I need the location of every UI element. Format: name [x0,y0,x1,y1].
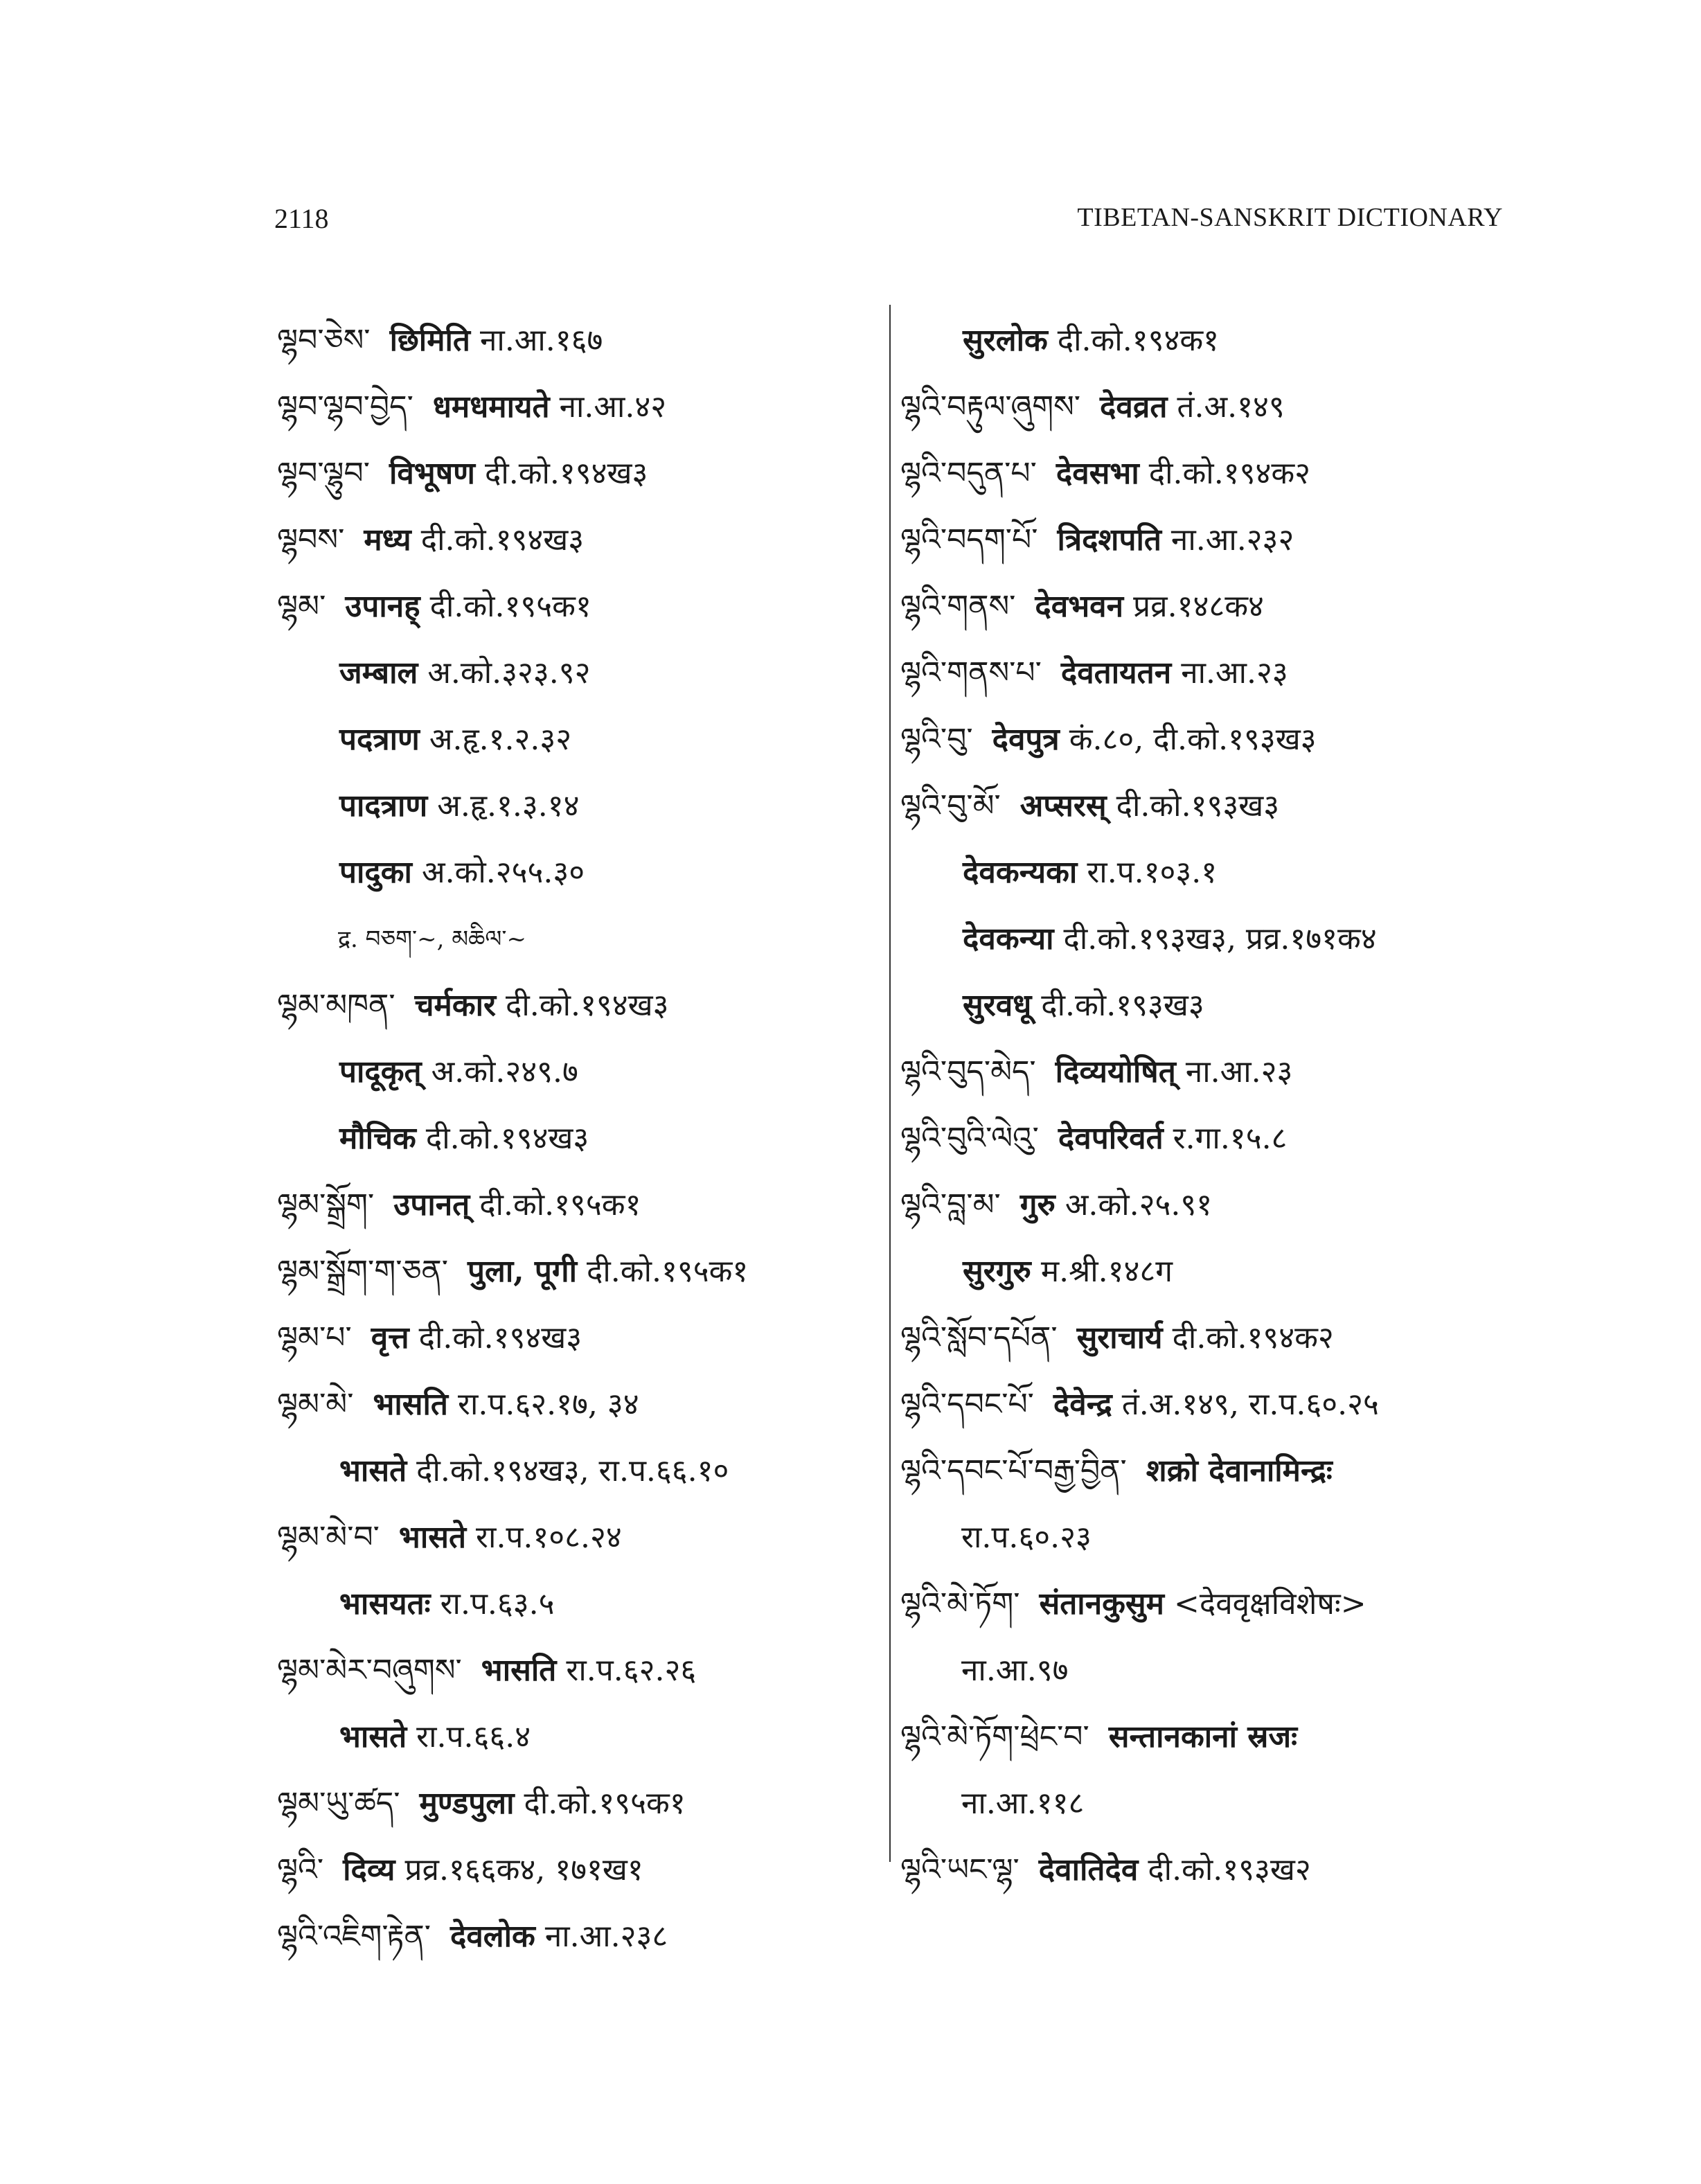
tibetan-headword: ལྷའི་དབང་པོ་བརྒྱ་བྱིན་ [900,1453,1127,1489]
source-reference: ना.आ.१६७ [480,323,603,358]
source-reference: अ.को.२४९.७ [431,1054,578,1090]
sanskrit-equivalent: सुरगुरु [963,1254,1031,1289]
dictionary-entry [900,973,1524,1039]
tibetan-headword: ལྷའི་བུ་ [900,722,973,757]
source-reference: ना.आ.९७ [961,1653,1069,1688]
tibetan-headword: ལྷམ་མེར་བཞུགས་ [277,1653,462,1688]
source-reference: दी.को.१९४क१ [1057,323,1219,358]
dictionary-entry [900,906,1524,973]
right-column [900,308,1524,1903]
sanskrit-equivalent: पादूकृत् [339,1054,422,1090]
tibetan-headword: ལྷའི་མེ་ཏོག་ཕྲེང་བ་ [900,1719,1089,1755]
dictionary-entry [900,1239,1524,1305]
sanskrit-equivalent: पुला, पूगी [467,1254,578,1289]
dictionary-entry [277,973,873,1039]
tibetan-headword: ལྷམ་ཡུ་ཚད་ [277,1786,400,1821]
dictionary-entry [277,1172,873,1239]
source-reference: दी.को.१९५क१ [524,1786,686,1821]
sanskrit-equivalent: मुण्डपुला [419,1786,515,1821]
dictionary-entry [900,1571,1524,1637]
tibetan-headword: ལྷའི་བུད་མེད་ [900,1054,1036,1090]
tibetan-headword: ལྷའི་ [277,1852,324,1888]
tibetan-headword: ལྷམ་པ་ [277,1320,352,1356]
source-reference: प्रव्र.१६६क४, १७१ख१ [404,1852,643,1888]
dictionary-entry [277,640,873,707]
sanskrit-equivalent: मौचिक [339,1121,416,1156]
sanskrit-equivalent: भासते [339,1453,407,1489]
tibetan-headword: ལྷམ་ [277,589,326,624]
source-reference: दी.को.१९३ख२ [1148,1852,1311,1888]
tibetan-headword: ལྷབ་ཅེས་ [277,323,371,358]
source-reference: ना.आ.२३८ [544,1919,668,1954]
source-reference: अ.हृ.१.२.३२ [429,722,572,757]
sanskrit-equivalent: अप्सरस् [1019,788,1107,824]
source-reference: तं.अ.१४९ [1177,389,1285,425]
sanskrit-equivalent: सुरलोक [963,323,1048,358]
sanskrit-equivalent: पादुका [339,855,412,890]
sanskrit-equivalent: देवलोक [449,1919,535,1954]
dictionary-entry [277,374,873,441]
source-reference: ना.आ.११८ [961,1786,1085,1821]
source-reference: दी.को.१९३ख३ [1041,988,1204,1023]
tibetan-headword: ལྷའི་བདག་པོ་ [900,522,1038,558]
sanskrit-equivalent: सन्तानकानां स्रजः [1108,1719,1297,1755]
source-reference: रा.प.६२.१७, ३४ [458,1387,639,1422]
dictionary-entry [277,773,873,840]
sanskrit-equivalent: जम्बाल [339,655,418,691]
dictionary-entry [900,1039,1524,1106]
tibetan-headword: ལྷའི་བརྟུལ་ཞུགས་ [900,389,1081,425]
source-reference: दी.को.१९३ख३ [1116,788,1280,824]
sanskrit-equivalent: चर्मकार [414,988,497,1023]
source-reference: दी.को.१९४ख३ [506,988,669,1023]
tibetan-headword: ལྷབ་ལྷུབ་ [277,456,370,491]
column-divider [889,305,891,1862]
sanskrit-equivalent: देवव्रत [1100,389,1168,425]
source-reference: ना.आ.२३ [1181,655,1288,691]
tibetan-headword: ལྷའི་བུའི་ལེའུ་ [900,1121,1039,1156]
sanskrit-equivalent: भासते [339,1719,407,1755]
dictionary-entry [900,1637,1524,1704]
source-reference: रा.प.१०८.२४ [476,1520,622,1555]
sanskrit-equivalent: दिव्ययोषित् [1055,1054,1176,1090]
sanskrit-equivalent: देवेन्द्र [1053,1387,1112,1422]
sanskrit-equivalent: त्रिदशपति [1057,522,1161,558]
dictionary-entry [277,1637,873,1704]
sanskrit-equivalent: पदत्राण [339,722,420,757]
dictionary-entry [900,308,1524,374]
dictionary-entry [277,1837,873,1903]
dictionary-entry [900,1371,1524,1438]
sanskrit-equivalent: भासति [481,1653,557,1688]
tibetan-headword: ལྷམ་སྒྲོག་ག་ཅན་ [277,1254,449,1289]
sanskrit-equivalent: देवपुत्र [992,722,1060,757]
sanskrit-equivalent: मध्य [364,522,411,558]
dictionary-entry [900,1837,1524,1903]
source-reference: दी.को.१९४ख३, रा.प.६६.१० [416,1453,729,1489]
dictionary-entry [900,507,1524,574]
tibetan-headword: ལྷའི་བུ་མོ་ [900,788,1001,824]
dictionary-entry [277,507,873,574]
dictionary-entry [277,1704,873,1770]
source-reference: कं.८०, दी.को.१९३ख३ [1069,722,1317,757]
tibetan-headword: ལྷམ་སྒྲོག་ [277,1187,375,1223]
dictionary-entry [277,707,873,773]
sanskrit-equivalent: संतानकुसुम [1039,1586,1164,1622]
source-reference: दी.को.१९४ख३ [425,1121,589,1156]
dictionary-entry [277,1106,873,1172]
sanskrit-equivalent: गुरु [1019,1187,1056,1223]
dictionary-entry [277,1371,873,1438]
source-reference: दी.को.१९४ख३ [418,1320,582,1356]
sanskrit-equivalent: देवकन्यका [963,855,1078,890]
source-reference: ना.आ.२३ [1185,1054,1293,1090]
sanskrit-equivalent: भासते [398,1520,467,1555]
tibetan-headword: ལྷའི་བླ་མ་ [900,1187,1001,1223]
tibetan-headword: ལྷའི་དབང་པོ་ [900,1387,1034,1422]
sanskrit-equivalent: देवसभा [1056,456,1139,491]
sanskrit-equivalent: शक्रो देवानामिन्द्रः [1146,1453,1333,1489]
tibetan-headword: ལྷའི་གནས་པ་ [900,655,1042,691]
tibetan-headword: ལྷབས་ [277,522,345,558]
dictionary-entry [277,1438,873,1504]
dictionary-entry [900,1438,1524,1504]
tibetan-headword: ལྷབ་ལྷབ་བྱེད་ [277,389,413,425]
sanskrit-equivalent: देवतायतन [1060,655,1172,691]
dictionary-entry [277,1305,873,1371]
source-reference: दी.को.१९४ख३ [420,522,585,558]
page-number: 2118 [274,203,329,234]
sanskrit-equivalent: भासयतः [339,1586,431,1622]
dictionary-entry [900,1172,1524,1239]
dictionary-entry [277,308,873,374]
sanskrit-equivalent: छिमिति [389,323,470,358]
sanskrit-equivalent: देवकन्या [963,921,1054,957]
sanskrit-equivalent: उपानत् [393,1187,470,1223]
dictionary-entry [277,1571,873,1637]
dictionary-entry [900,773,1524,840]
dictionary-entry [277,906,873,973]
dictionary-entry [277,1504,873,1571]
sanskrit-equivalent: दिव्य [343,1852,395,1888]
sanskrit-equivalent: विभूषण [389,456,475,491]
source-reference: द्र. བཅག་~, མཆིལ་~ [338,925,526,953]
dictionary-entry [900,640,1524,707]
dictionary-entry [900,707,1524,773]
source-reference: दी.को.१९४क२ [1148,456,1310,491]
source-reference: दी.को.१९४क२ [1172,1320,1334,1356]
dictionary-entry [900,574,1524,640]
source-reference: दी.को.१९४ख३ [484,456,648,491]
source-reference: तं.अ.१४९, रा.प.६०.२५ [1121,1387,1379,1422]
dictionary-entry [900,1504,1524,1571]
source-reference: ना.आ.४२ [559,389,667,425]
sanskrit-equivalent: सुरवधू [963,988,1032,1023]
tibetan-headword: ལྷའི་མེ་ཏོག་ [900,1586,1020,1622]
tibetan-headword: ལྷམ་མཁན་ [277,988,395,1023]
sanskrit-equivalent: उपानह् [345,589,420,624]
sanskrit-equivalent: भासति [373,1387,449,1422]
dictionary-entry [900,374,1524,441]
dictionary-entry [900,1770,1524,1837]
dictionary-entry [277,1039,873,1106]
source-reference: <देववृक्षविशेषः> [1173,1586,1366,1622]
tibetan-headword: ལྷའི་སློབ་དཔོན་ [900,1320,1058,1356]
sanskrit-equivalent: सुराचार्य [1076,1320,1163,1356]
sanskrit-equivalent: देवपरिवर्त [1058,1121,1164,1156]
source-reference: अ.हृ.१.३.१४ [437,788,580,824]
dictionary-entry [277,1239,873,1305]
source-reference: रा.प.६६.४ [416,1719,531,1755]
dictionary-entry [277,441,873,507]
source-reference: ना.आ.२३२ [1170,522,1294,558]
source-reference: रा.प.६२.२६ [566,1653,697,1688]
source-reference: दी.को.१९५क१ [587,1254,749,1289]
source-reference: अ.को.२५५.३० [421,855,585,890]
sanskrit-equivalent: वृत्त [371,1320,409,1356]
running-title: TIBETAN-SANSKRIT DICTIONARY [1077,203,1503,232]
tibetan-headword: ལྷའི་འཇིག་རྟེན་ [277,1919,431,1954]
sanskrit-equivalent: पादत्राण [339,788,428,824]
dictionary-entry [900,1305,1524,1371]
sanskrit-equivalent: देवातिदेव [1038,1852,1139,1888]
dictionary-entry [277,840,873,906]
tibetan-headword: ལྷམ་མེ་ [277,1387,354,1422]
source-reference: दी.को.१९५क१ [429,589,591,624]
dictionary-entry [277,1903,873,1970]
dictionary-entry [277,574,873,640]
left-column [277,308,873,1970]
source-reference: रा.प.१०३.१ [1087,855,1218,890]
tibetan-headword: ལྷའི་བདུན་པ་ [900,456,1037,491]
dictionary-entry [900,1106,1524,1172]
source-reference: रा.प.६३.५ [440,1586,555,1622]
sanskrit-equivalent: देवभवन [1035,589,1124,624]
dictionary-entry [900,1704,1524,1770]
source-reference: प्रव्र.१४८क४ [1133,589,1264,624]
dictionary-entry [277,1770,873,1837]
tibetan-headword: ལྷའི་ཡང་ལྷ་ [900,1852,1019,1888]
dictionary-entry [900,840,1524,906]
source-reference: अ.को.२५.९१ [1065,1187,1213,1223]
source-reference: रा.प.६०.२३ [961,1520,1092,1555]
tibetan-headword: ལྷམ་མེ་བ་ [277,1520,380,1555]
source-reference: दी.को.१९५क१ [479,1187,641,1223]
source-reference: म.श्री.१४८ग [1040,1254,1173,1289]
source-reference: अ.को.३२३.९२ [427,655,591,691]
dictionary-entry [900,441,1524,507]
sanskrit-equivalent: धमधमायते [432,389,550,425]
tibetan-headword: ལྷའི་གནས་ [900,589,1016,624]
source-reference: दी.को.१९३ख३, प्रव्र.१७१क४ [1063,921,1377,957]
source-reference: र.गा.१५.८ [1173,1121,1288,1156]
